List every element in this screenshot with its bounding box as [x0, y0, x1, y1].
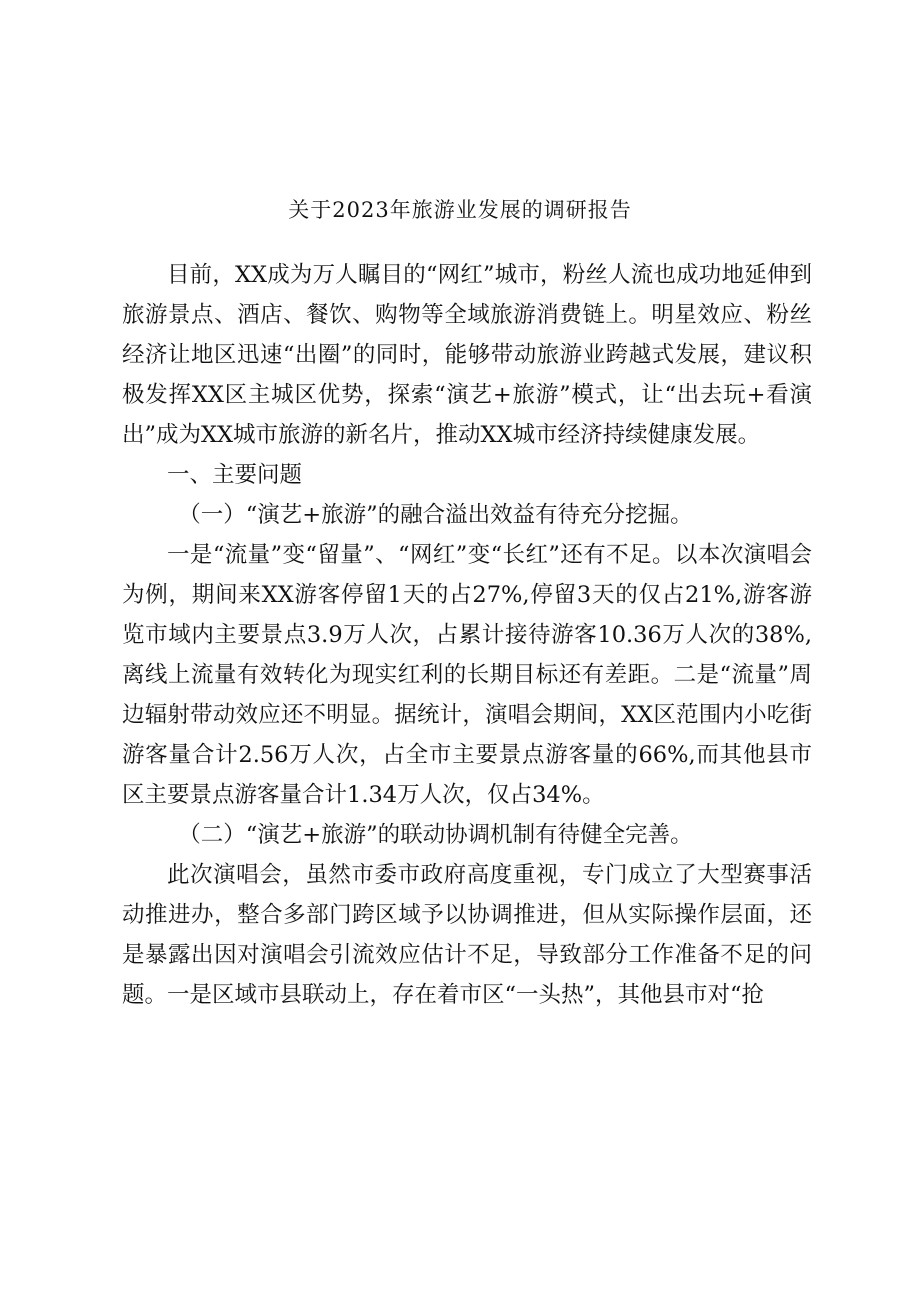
subsection-heading-1: （一）“演艺+旅游”的融合溢出效益有待充分挖掘。: [178, 502, 693, 528]
document-body: [122, 255, 812, 1015]
subsection-heading-2: （二）“演艺+旅游”的联动协调机制有待健全完善。: [178, 822, 693, 848]
section-heading-main-problems: 一、主要问题: [167, 462, 303, 488]
body-paragraph-1: 一是“流量”变“留量”、“网红”变“长红”还有不足。以本次演唱会为例，期间来XX游客停留1天的占27%,停留3天的仅占21%,游客游览市域内主要景点3.9万人次，占累计接待游客10.36万人次的38%,离线上流量有效转化为现实红利的长期目标还有差距。二是“流量”周边辐射带动效应还不明显。据统计，演唱会期间，XX区范围内小吃街游客量合计2.56万人次，占全市主要景点游客量的66%,而其他县市区主要景点游客量合计1.34万人次，仅占34%。: [122, 542, 812, 808]
document-title: 关于2023年旅游业发展的调研报告: [288, 198, 632, 222]
body-paragraph-2: 此次演唱会，虽然市委市政府高度重视，专门成立了大型赛事活动推进办，整合多部门跨区域予以协调推进，但从实际操作层面，还是暴露出因对演唱会引流效应估计不足，导致部分工作准备不足的问题。一是区域市县联动上，存在着市区“一头热”，其他县市对“抢: [122, 862, 812, 1008]
intro-paragraph: 目前，XX成为万人瞩目的“网红”城市，粉丝人流也成功地延伸到旅游景点、酒店、餐饮、购物等全域旅游消费链上。明星效应、粉丝经济让地区迅速“出圈”的同时，能够带动旅游业跨越式发展，建议积极发挥XX区主城区优势，探索“演艺+旅游”模式，让“出去玩+看演出”成为XX城市旅游的新名片，推动XX城市经济持续健康发展。: [122, 262, 812, 448]
